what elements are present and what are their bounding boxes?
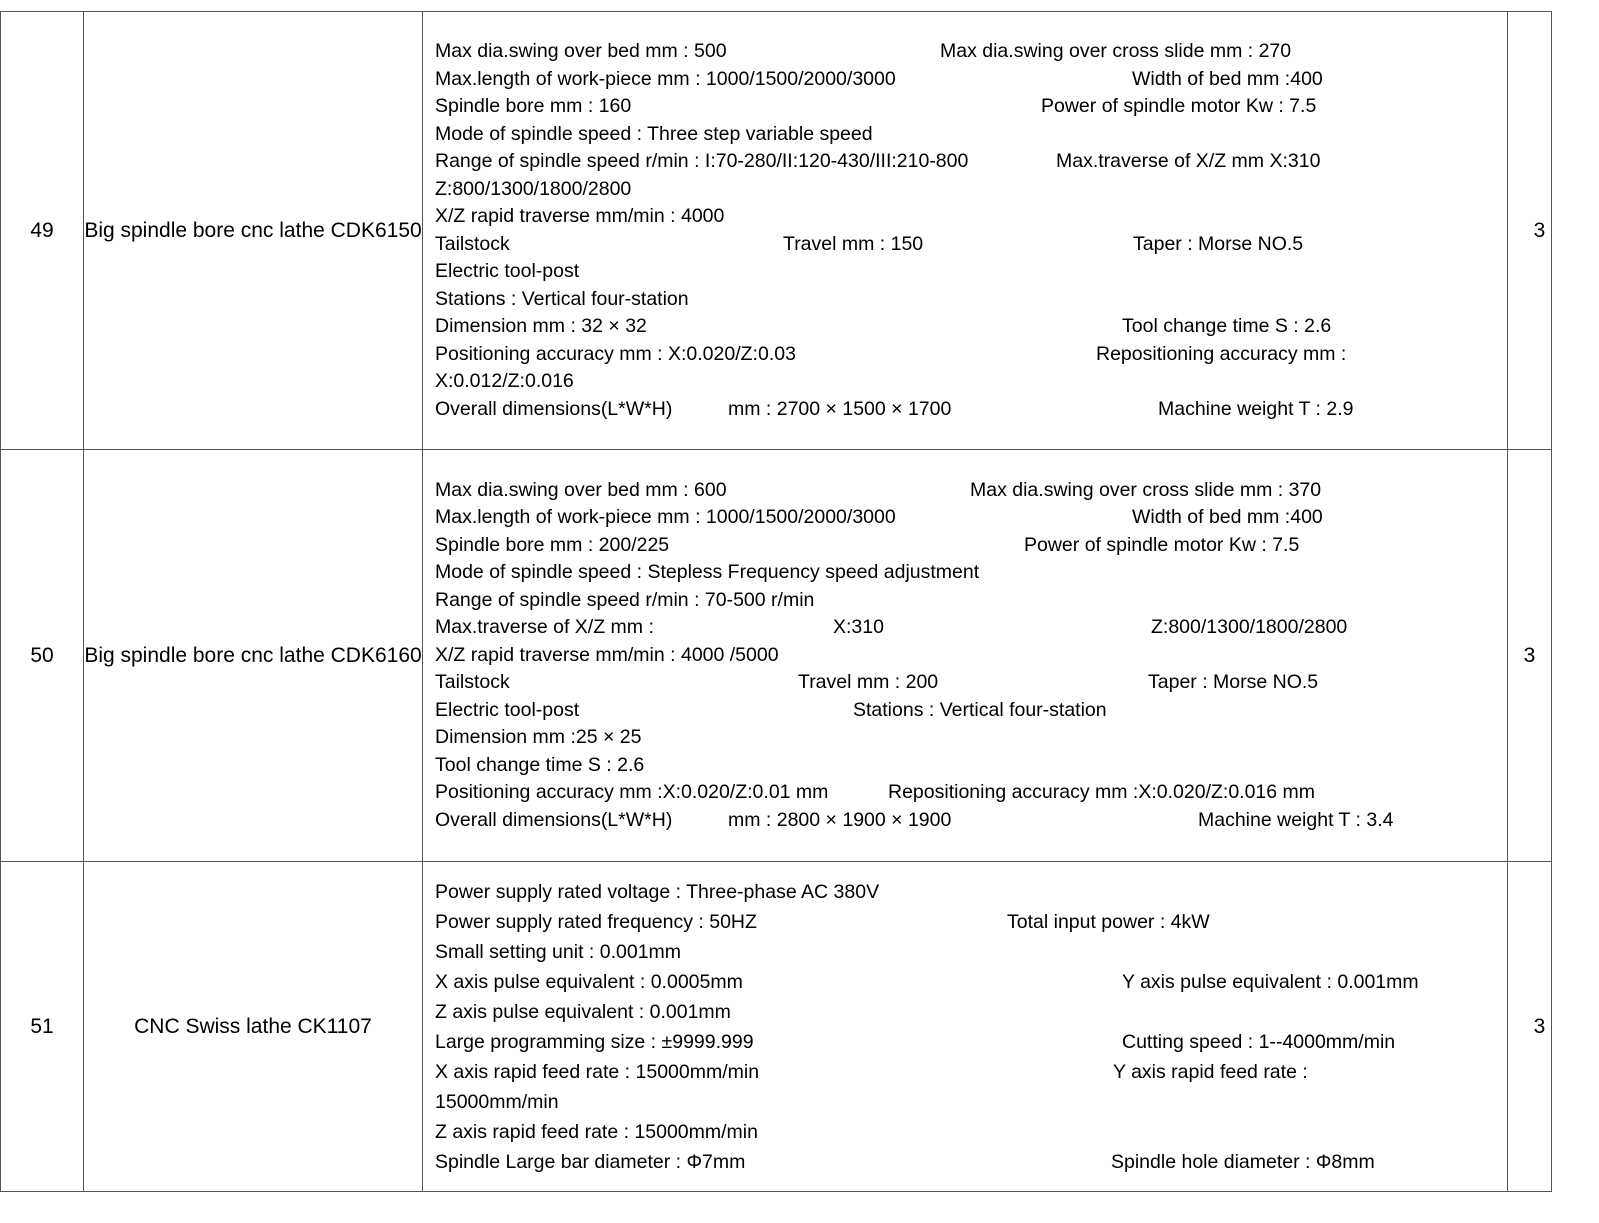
spec-text: Stations : Vertical four-station xyxy=(853,698,1107,721)
spec-text: Range of spindle speed r/min : I:70-280/II:120-430/III:210-800 xyxy=(435,150,969,172)
spec-text: Total input power : 4kW xyxy=(1007,910,1210,933)
spec-text: Repositioning accuracy mm :X:0.020/Z:0.016 mm xyxy=(888,781,1316,804)
spec-line xyxy=(435,724,1501,752)
spec-line xyxy=(435,1117,1501,1147)
table-row xyxy=(1,12,1552,450)
spec-text: Cutting speed : 1--4000mm/min xyxy=(1122,1030,1396,1053)
spec-line xyxy=(435,176,1501,204)
spec-text: Max.traverse of X/Z mm X:310 xyxy=(1056,150,1321,172)
spec-block xyxy=(435,877,1501,1177)
spec-cell xyxy=(423,450,1508,862)
spec-line xyxy=(435,313,1501,341)
spec-text: Machine weight T : 3.4 xyxy=(1198,808,1394,831)
spec-text: Range of spindle speed r/min : 70-500 r/min xyxy=(435,588,815,611)
row-number: 50 xyxy=(1,450,84,862)
spec-text: X/Z rapid traverse mm/min : 4000 xyxy=(435,205,725,227)
spec-line xyxy=(435,614,1501,642)
spec-text: Stations : Vertical four-station xyxy=(435,287,689,310)
quantity: 3 xyxy=(1508,862,1552,1192)
spec-text: Tool change time S : 2.6 xyxy=(435,753,645,776)
machine-name: CNC Swiss lathe CK1107 xyxy=(84,862,423,1192)
spec-line xyxy=(435,1087,1501,1117)
spec-line xyxy=(435,66,1501,94)
spec-line xyxy=(435,697,1501,725)
spec-text: X axis rapid feed rate : 15000mm/min xyxy=(435,1060,760,1083)
spec-text: Max dia.swing over cross slide mm : 270 xyxy=(940,40,1292,62)
table-row xyxy=(1,862,1552,1192)
spec-line xyxy=(435,877,1501,907)
spec-line xyxy=(435,286,1501,314)
quantity: 3 xyxy=(1508,12,1552,450)
row-number: 51 xyxy=(1,862,84,1192)
spec-text: Spindle bore mm : 200/225 xyxy=(435,533,670,556)
spec-text: Max dia.swing over bed mm : 500 xyxy=(435,40,727,62)
spec-text: X:0.012/Z:0.016 xyxy=(435,370,574,392)
spec-line xyxy=(435,93,1501,121)
machine-spec-table xyxy=(0,11,1552,1192)
spec-line xyxy=(435,642,1501,670)
spec-text: Spindle Large bar diameter : Φ7mm xyxy=(435,1150,746,1173)
spec-text: X axis pulse equivalent : 0.0005mm xyxy=(435,970,743,993)
spec-text: Max.length of work-piece mm : 1000/1500/2000/3000 xyxy=(435,506,896,529)
spec-text: Machine weight T : 2.9 xyxy=(1158,397,1354,420)
table-row xyxy=(1,450,1552,862)
spec-text: X/Z rapid traverse mm/min : 4000 /5000 xyxy=(435,643,779,666)
spec-text: Small setting unit : 0.001mm xyxy=(435,940,682,963)
spec-text: Max.traverse of X/Z mm : xyxy=(435,616,654,639)
spec-text: 15000mm/min xyxy=(435,1090,559,1113)
spec-line xyxy=(435,1147,1501,1177)
spec-line xyxy=(435,532,1501,560)
spec-text: Travel mm : 150 xyxy=(783,232,924,255)
spec-text: Max dia.swing over cross slide mm : 370 xyxy=(970,478,1322,501)
spec-text: Spindle bore mm : 160 xyxy=(435,95,632,117)
spec-text: Spindle hole diameter : Φ8mm xyxy=(1111,1150,1375,1173)
spec-line xyxy=(435,341,1501,369)
machine-name: Big spindle bore cnc lathe CDK6160 xyxy=(84,450,423,862)
spec-text: Power supply rated frequency : 50HZ xyxy=(435,910,757,933)
spec-text: Overall dimensions(L*W*H) xyxy=(435,397,673,420)
spec-text: Power of spindle motor Kw : 7.5 xyxy=(1041,95,1317,117)
spec-line xyxy=(435,231,1501,259)
spec-line xyxy=(435,258,1501,286)
spec-text: Y axis rapid feed rate : xyxy=(1113,1060,1308,1083)
spec-text: Y axis pulse equivalent : 0.001mm xyxy=(1122,970,1419,993)
spec-text: Travel mm : 200 xyxy=(798,671,939,694)
row-number: 49 xyxy=(1,12,84,450)
spec-text: Z:800/1300/1800/2800 xyxy=(435,177,632,200)
spec-line xyxy=(435,807,1501,835)
spec-text: Taper : Morse NO.5 xyxy=(1133,232,1304,255)
spec-line xyxy=(435,752,1501,780)
spec-text: Z axis pulse equivalent : 0.001mm xyxy=(435,1000,731,1023)
spec-line xyxy=(435,396,1501,424)
spec-text: X:310 xyxy=(833,616,884,639)
spec-text: Z axis rapid feed rate : 15000mm/min xyxy=(435,1120,758,1143)
spec-line xyxy=(435,121,1501,149)
machine-name: Big spindle bore cnc lathe CDK6150 xyxy=(84,12,423,450)
spec-line xyxy=(435,368,1501,396)
spec-line xyxy=(435,504,1501,532)
spec-text: Large programming size : ±9999.999 xyxy=(435,1030,754,1053)
spec-text: Mode of spindle speed : Three step variable speed xyxy=(435,122,873,145)
spec-text: Taper : Morse NO.5 xyxy=(1148,671,1319,694)
spec-text: Mode of spindle speed : Stepless Frequency speed adjustment xyxy=(435,561,980,584)
spec-text: Electric tool-post xyxy=(435,260,580,282)
spec-text: Dimension mm : 32 × 32 xyxy=(435,315,647,337)
spec-text: mm : 2700 × 1500 × 1700 xyxy=(728,397,952,420)
spec-line xyxy=(435,1027,1501,1057)
spec-text: Z:800/1300/1800/2800 xyxy=(1151,616,1348,639)
spec-line xyxy=(435,997,1501,1027)
spec-line xyxy=(435,38,1501,66)
spec-cell xyxy=(423,862,1508,1192)
spec-text: Width of bed mm :400 xyxy=(1132,67,1323,90)
spec-block xyxy=(435,477,1501,835)
spec-block xyxy=(435,38,1501,423)
spec-text: mm : 2800 × 1900 × 1900 xyxy=(728,808,952,831)
spec-text: Width of bed mm :400 xyxy=(1132,506,1323,529)
spec-line xyxy=(435,907,1501,937)
spec-line xyxy=(435,937,1501,967)
spec-text: Max dia.swing over bed mm : 600 xyxy=(435,478,727,501)
spec-line xyxy=(435,779,1501,807)
quantity: 3 xyxy=(1508,450,1552,862)
spec-text: Tailstock xyxy=(435,671,510,694)
spec-text: Power of spindle motor Kw : 7.5 xyxy=(1024,533,1300,556)
spec-text: Positioning accuracy mm : X:0.020/Z:0.03 xyxy=(435,342,796,365)
spec-text: Tailstock xyxy=(435,232,510,255)
spec-line xyxy=(435,477,1501,505)
spec-line xyxy=(435,148,1501,176)
spec-line xyxy=(435,559,1501,587)
spec-text: Tool change time S : 2.6 xyxy=(1122,315,1332,337)
spec-line xyxy=(435,967,1501,997)
spec-text: Dimension mm :25 × 25 xyxy=(435,726,642,749)
spec-line xyxy=(435,669,1501,697)
spec-line xyxy=(435,1057,1501,1087)
spec-text: Overall dimensions(L*W*H) xyxy=(435,808,673,831)
spec-line xyxy=(435,587,1501,615)
spec-text: Max.length of work-piece mm : 1000/1500/2000/3000 xyxy=(435,67,896,90)
spec-line xyxy=(435,203,1501,231)
spec-text: Repositioning accuracy mm : xyxy=(1096,342,1347,365)
spec-cell xyxy=(423,12,1508,450)
spec-text: Electric tool-post xyxy=(435,698,580,721)
spec-text: Positioning accuracy mm :X:0.020/Z:0.01 mm xyxy=(435,781,829,804)
spec-text: Power supply rated voltage : Three-phase AC 380V xyxy=(435,880,880,903)
